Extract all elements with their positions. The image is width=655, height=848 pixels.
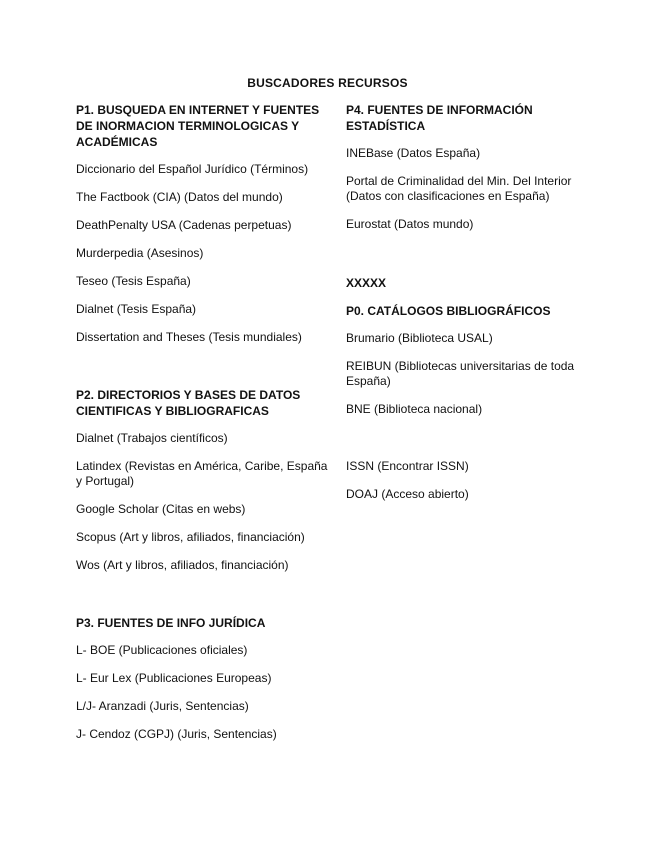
section-heading-p1: P1. BUSQUEDA EN INTERNET Y FUENTES DE INORMACION TERMINOLOGICAS Y ACADÉMICAS — [76, 103, 320, 149]
list-item: DeathPenalty USA (Cadenas perpetuas) — [76, 218, 292, 232]
list-item: Latindex (Revistas en América, Caribe, España y Portugal) — [76, 459, 328, 488]
section-heading-p0: P0. CATÁLOGOS BIBLIOGRÁFICOS — [346, 304, 551, 318]
list-item: Diccionario del Español Jurídico (Términos) — [76, 162, 309, 176]
spacer — [76, 358, 328, 387]
list-item: Wos (Art y libros, afiliados, financiación) — [76, 558, 289, 572]
list-item: L- Eur Lex (Publicaciones Europeas) — [76, 671, 272, 685]
spacer — [76, 586, 328, 615]
list-item: BNE (Biblioteca nacional) — [346, 402, 483, 416]
list-item: J- Cendoz (CGPJ) (Juris, Sentencias) — [76, 727, 277, 741]
list-item: Google Scholar (Citas en webs) — [76, 502, 246, 516]
list-item: Dialnet (Tesis España) — [76, 302, 197, 316]
section-heading-p3: P3. FUENTES DE INFO JURÍDICA — [76, 616, 266, 630]
list-item: Dialnet (Trabajos científicos) — [76, 431, 228, 445]
section-heading-p4: P4. FUENTES DE INFORMACIÓN ESTADÍSTICA — [346, 103, 533, 133]
list-item: Murderpedia (Asesinos) — [76, 246, 204, 260]
list-item: Eurostat (Datos mundo) — [346, 217, 474, 231]
section-p3 — [76, 615, 328, 742]
section-p2 — [76, 387, 328, 573]
spacer — [346, 245, 586, 275]
page-title: BUSCADORES RECURSOS — [247, 76, 408, 90]
list-item: L- BOE (Publicaciones oficiales) — [76, 643, 248, 657]
section-p0 — [346, 303, 586, 502]
right-column — [346, 102, 586, 515]
list-item: Dissertation and Theses (Tesis mundiales) — [76, 330, 302, 344]
list-item: The Factbook (CIA) (Datos del mundo) — [76, 190, 283, 204]
list-item: ISSN (Encontrar ISSN) — [346, 459, 469, 473]
list-item: Teseo (Tesis España) — [76, 274, 191, 288]
list-item: Scopus (Art y libros, afiliados, financiación) — [76, 530, 305, 544]
section-heading-p2: P2. DIRECTORIOS Y BASES DE DATOS CIENTIFICAS Y BIBLIOGRAFICAS — [76, 388, 301, 418]
list-item: INEBase (Datos España) — [346, 146, 481, 160]
section-p1 — [76, 102, 328, 345]
placeholder-marker: XXXXX — [346, 276, 387, 290]
list-item: DOAJ (Acceso abierto) — [346, 487, 469, 501]
section-p4 — [346, 102, 586, 232]
list-item: Brumario (Biblioteca USAL) — [346, 331, 493, 345]
spacer — [346, 430, 586, 459]
list-item: Portal de Criminalidad del Min. Del Interior (Datos con clasificaciones en España) — [346, 174, 572, 203]
list-item: REIBUN (Bibliotecas universitarias de toda España) — [346, 359, 575, 388]
left-column — [76, 102, 328, 755]
list-item: L/J- Aranzadi (Juris, Sentencias) — [76, 699, 249, 713]
